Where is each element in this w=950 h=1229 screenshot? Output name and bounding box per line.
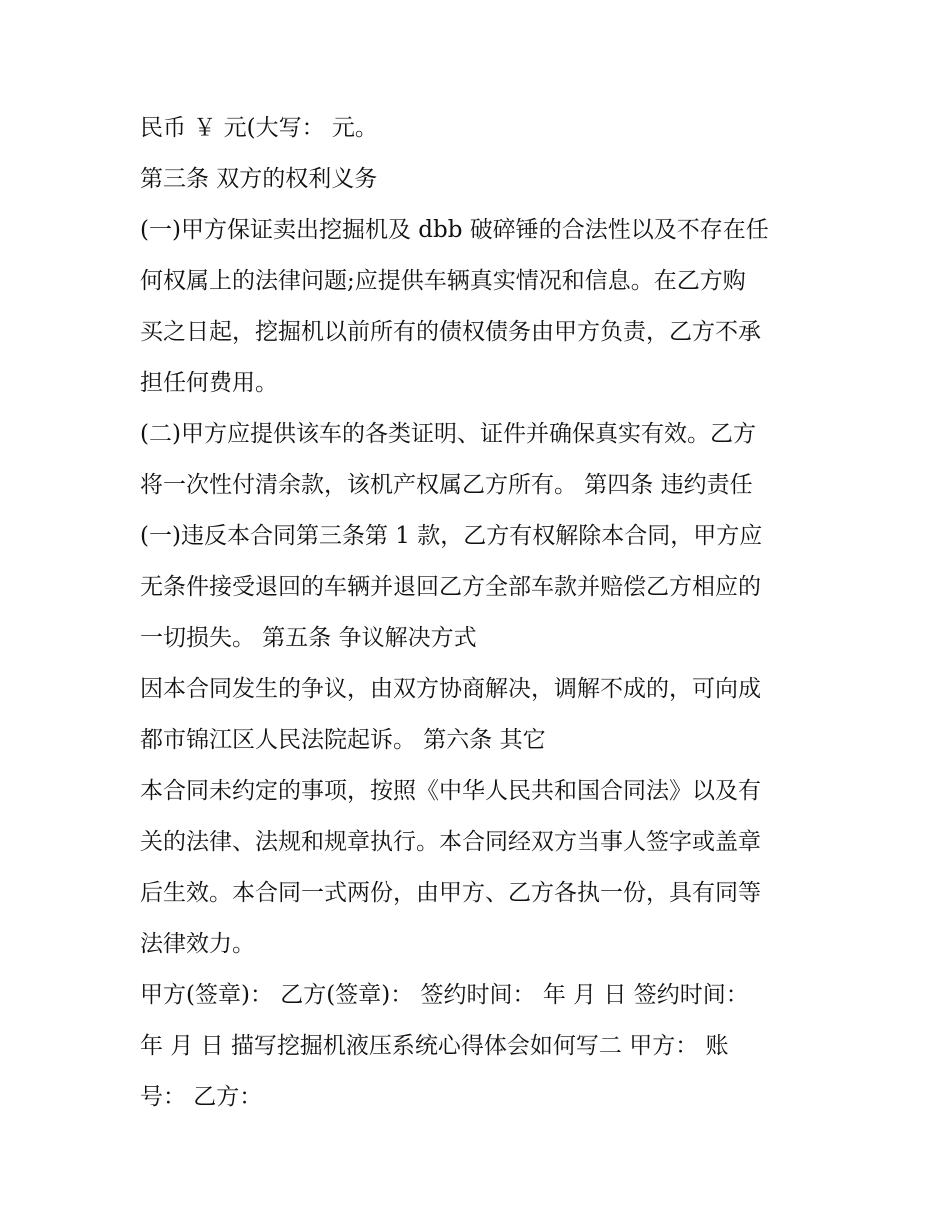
text-line-14: 本合同未约定的事项，按照《中华人民共和国合同法》以及有 xyxy=(140,778,761,804)
signature-line-2: 年 月 日 描写挖掘机液压系统心得体会如何写二 甲方： 账 xyxy=(140,1033,729,1059)
text-line-4: 何权属上的法律问题;应提供车辆真实情况和信息。在乙方购 xyxy=(140,268,746,294)
section-heading-3: 第三条 双方的权利义务 xyxy=(140,166,378,192)
text-line-8: 将一次性付清余款，该机产权属乙方所有。 第四条 违约责任 xyxy=(140,472,753,498)
signature-line-1: 甲方(签章)： 乙方(签章)： 签约时间： 年 月 日 签约时间： xyxy=(140,982,749,1008)
text-line-15: 关的法律、法规和规章执行。本合同经双方当事人签字或盖章 xyxy=(140,829,761,855)
text-line-11: 一切损失。 第五条 争议解决方式 xyxy=(140,625,477,651)
text-line-10: 无条件接受退回的车辆并退回乙方全部车款并赔偿乙方相应的 xyxy=(140,574,761,600)
text-line-16: 后生效。本合同一式两份，由甲方、乙方各执一份，具有同等 xyxy=(140,880,761,906)
text-line-1: 民币 ￥ 元(大写： 元。 xyxy=(140,115,378,141)
document-page xyxy=(140,103,820,1123)
text-line-3: (一)甲方保证卖出挖掘机及 dbb 破碎锤的合法性以及不存在任 xyxy=(140,217,769,243)
text-line-12: 因本合同发生的争议，由双方协商解决，调解不成的，可向成 xyxy=(140,676,761,702)
text-line-7: (二)甲方应提供该车的各类证明、证件并确保真实有效。乙方 xyxy=(140,421,756,447)
text-line-5: 买之日起，挖掘机以前所有的债权债务由甲方负责，乙方不承 xyxy=(140,319,761,345)
text-line-17: 法律效力。 xyxy=(140,931,255,957)
text-line-13: 都市锦江区人民法院起诉。 第六条 其它 xyxy=(140,727,546,753)
text-line-9: (一)违反本合同第三条第 1 款，乙方有权解除本合同，甲方应 xyxy=(140,523,763,549)
signature-line-3: 号： 乙方： xyxy=(140,1084,263,1110)
text-line-6: 担任何费用。 xyxy=(140,370,278,396)
